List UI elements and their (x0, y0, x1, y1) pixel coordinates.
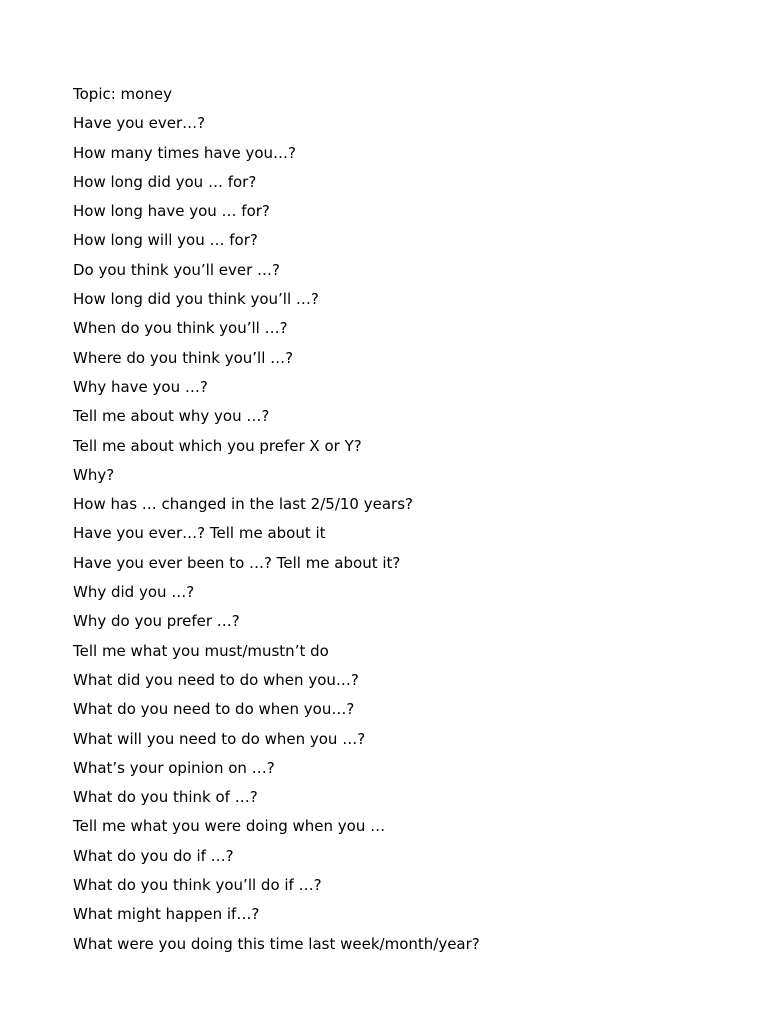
question-line: How long will you … for? (73, 231, 258, 250)
question-line: What do you need to do when you…? (73, 700, 355, 719)
question-line: When do you think you’ll …? (73, 319, 288, 338)
question-line: Why do you prefer …? (73, 612, 240, 631)
topic-heading: Topic: money (73, 85, 172, 103)
question-line: What’s your opinion on …? (73, 758, 275, 777)
question-line: What might happen if…? (73, 905, 260, 924)
question-line: What will you need to do when you …? (73, 729, 366, 748)
question-line: What do you think of …? (73, 788, 258, 807)
question-line: How long did you … for? (73, 172, 257, 191)
question-line: Why? (73, 465, 115, 484)
question-line: Have you ever been to …? Tell me about it? (73, 553, 401, 572)
question-line: What did you need to do when you…? (73, 670, 359, 689)
question-line: How has … changed in the last 2/5/10 years? (73, 495, 413, 514)
question-line: Tell me about why you …? (73, 407, 270, 426)
question-list (73, 84, 480, 963)
question-line: How many times have you…? (73, 143, 297, 162)
question-line: Why have you …? (73, 377, 208, 396)
question-line: Do you think you’ll ever …? (73, 260, 281, 279)
question-line: Have you ever…? (73, 114, 206, 133)
question-line: What were you doing this time last week/month/year? (73, 934, 480, 953)
question-line: Tell me about which you prefer X or Y? (73, 436, 362, 455)
question-line: Where do you think you’ll …? (73, 348, 294, 367)
question-line: Tell me what you must/mustn’t do (73, 641, 329, 660)
question-line: Tell me what you were doing when you … (73, 817, 386, 836)
question-line: What do you think you’ll do if …? (73, 876, 322, 895)
question-line: What do you do if …? (73, 846, 234, 865)
question-line: How long did you think you’ll …? (73, 290, 319, 309)
question-line: Have you ever…? Tell me about it (73, 524, 326, 543)
question-line: How long have you … for? (73, 202, 270, 221)
question-line: Why did you …? (73, 583, 195, 602)
